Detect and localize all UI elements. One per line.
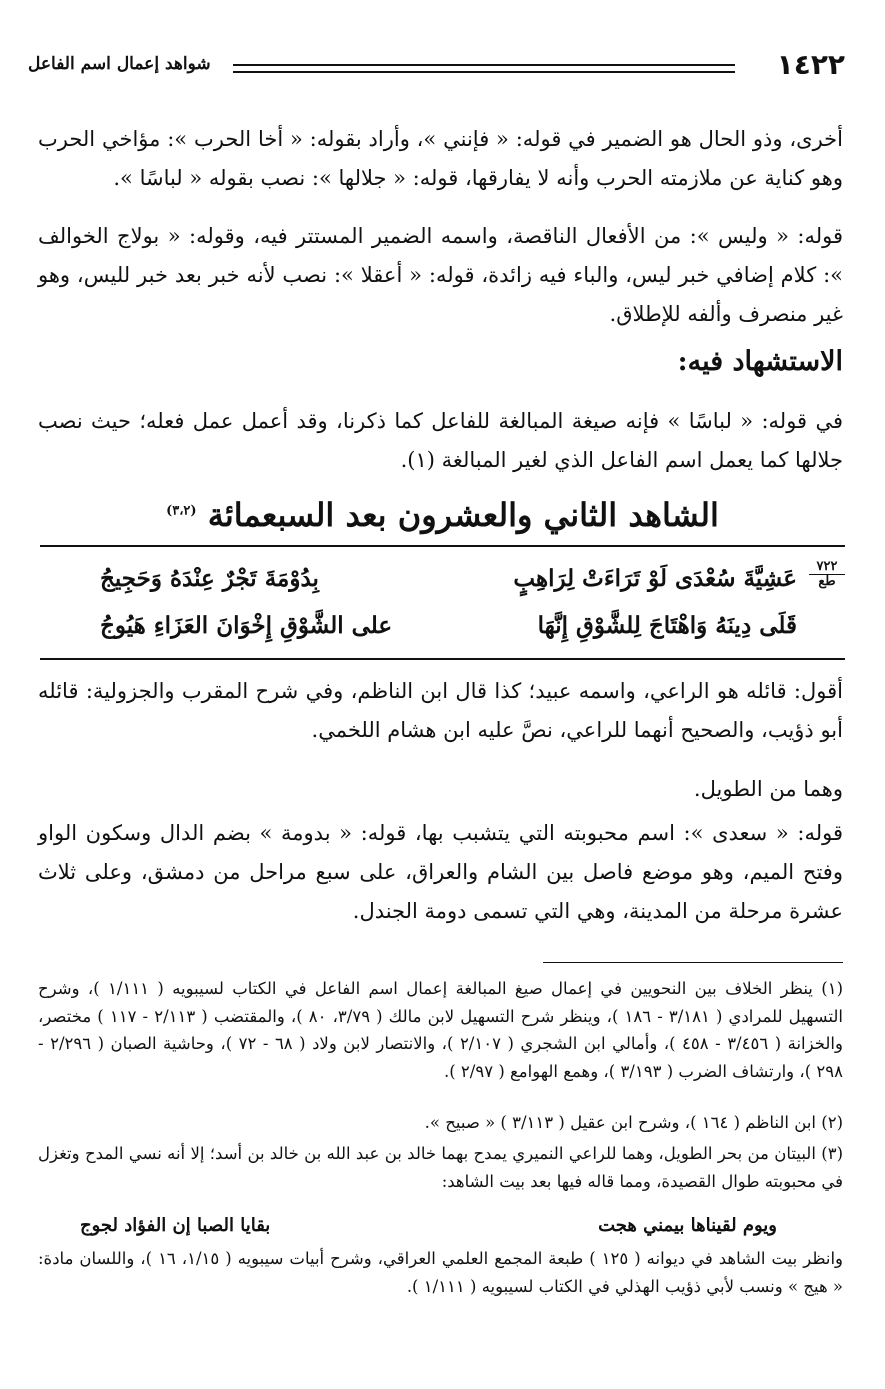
verse-line2-second-half: على الشَّوْقِ إِخْوَانَ العَزَاءِ هَيُوجُ — [100, 612, 393, 639]
footnote-2: (٢) ابن الناظم ( ١٦٤ )، وشرح ابن عقيل ( ٣/١١٣ ) « صبيح ». — [424, 1113, 843, 1132]
verse-top-rule — [40, 545, 845, 547]
page-header — [28, 48, 845, 88]
footnote-verse-first-half: ويوم لقيناها بيمني هجت — [598, 1215, 777, 1236]
verse-line1-second-half: بِدُوْمَةَ تَجْرٌ عِنْدَهُ وَحَجِيجُ — [100, 565, 319, 592]
verse-number-mark: طع — [818, 574, 836, 589]
verse-line1-first-half: عَشِيَّةَ سُعْدَى لَوْ تَرَاءَتْ لِرَاهِبٍ — [513, 565, 797, 592]
section-title-ref: (٣،٢) — [166, 503, 197, 519]
paragraph-5: وهما من الطويل. — [693, 777, 843, 801]
verse-number-value: ٧٢٢ — [809, 560, 845, 575]
footnote-3-continued: وانظر بيت الشاهد في ديوانه ( ١٢٥ ) طبعة المجمع العلمي العراقي، وشرح أبيات سيبويه ( ١/١٥، ١٦ )، واللسان مادة: « هيج » ونسب لأبي ذؤيب الهذلي في الكتاب لسيبويه ( ١/١١١ ). — [38, 1249, 844, 1296]
verse-line2-first-half: قَلَى دِينَهُ وَاهْتَاجَ لِلشَّوْقِ إِنَّهَا — [537, 612, 797, 639]
verse-number — [809, 560, 845, 589]
paragraph-1: أخرى، وذو الحال هو الضمير في قوله: « فإنني »، وأراد بقوله: « أخا الحرب »: مؤاخي الحرب وهو كناية عن ملازمته الحرب وأنه لا يفارقها، قوله: « جلالها »: نصب بقوله « لباسًا ». — [38, 127, 843, 190]
paragraph-2: قوله: « وليس »: من الأفعال الناقصة، واسمه الضمير المستتر فيه، وقوله: « بولاج الخوالف »: كلام إضافي خبر ليس، والباء فيه زائدة، قوله: « أعقلا »: نصب لأنه خبر بعد خبر لليس، وهو غير منصرف وألفه للإطلاق. — [38, 224, 843, 326]
verse-bottom-rule — [40, 658, 845, 660]
header-rule — [233, 64, 735, 73]
footnote-3: (٣) البيتان من بحر الطويل، وهما للراعي النميري يمدح بهما خالد بن عبد الله بن خالد بن أسد؛ إلا أنه نسي المدح وتغزل في محبوبته طوال القصيدة، ومما قاله فيها بعد بيت الشاهد: — [38, 1144, 843, 1191]
page-number: ١٤٢٢ — [776, 48, 845, 81]
paragraph-6: قوله: « سعدى »: اسم محبوبته التي يتشبب بها، قوله: « بدومة » بضم الدال وسكون الواو وفتح الميم، وهو موضع فاصل بين الشام والعراق، على سبع مراحل من دمشق، وعلى ثلاث عشرة مرحلة من المدينة، وهي التي تسمى دومة الجندل. — [38, 821, 843, 923]
footnote-verse-second-half: بقايا الصبا إن الفؤاد لجوج — [80, 1215, 271, 1236]
section-title — [0, 496, 885, 534]
istishhad-heading: الاستشهاد فيه: — [677, 346, 843, 377]
paragraph-4: أقول: قائله هو الراعي، واسمه عبيد؛ كذا قال ابن الناظم، وفي شرح المقرب والجزولية: قائله أبو ذؤيب، والصحيح أنهما للراعي، نصَّ عليه ابن هشام اللخمي. — [38, 679, 843, 742]
footnote-rule — [543, 962, 843, 963]
paragraph-3: في قوله: « لباسًا » فإنه صيغة المبالغة للفاعل كما ذكرنا، وقد أعمل عمل فعله؛ حيث نصب جلالها كما يعمل اسم الفاعل الذي لغير المبالغة (١). — [38, 409, 843, 472]
running-title: شواهد إعمال اسم الفاعل — [28, 54, 211, 74]
section-title-text: الشاهد الثاني والعشرون بعد السبعمائة — [207, 496, 719, 534]
footnote-1: (١) ينظر الخلاف بين النحويين في إعمال صيغ المبالغة إعمال اسم الفاعل في الكتاب لسيبويه ( ١/١١١ )، وشرح التسهيل للمرادي ( ٣/١٨١ - ١٨٦ )، وينظر شرح التسهيل لابن مالك ( ٣/٧٩، ٨٠ )، والمقتضب ( ٢/١١٣ - ١١٧ ) مختصر، والخزانة ( ٣/٤٥٦ - ٤٥٨ )، وأمالي ابن الشجري ( ٢/١٠٧ )، والانتصار لابن ولاد ( ٦٨ - ٧٢ )، وحاشية الصبان ( ٢/٢٩٦ - ٢٩٨ )، وارتشاف الضرب ( ٣/١٩٣ )، وهمع الهوامع ( ٢/٩٧ ). — [38, 979, 843, 1081]
